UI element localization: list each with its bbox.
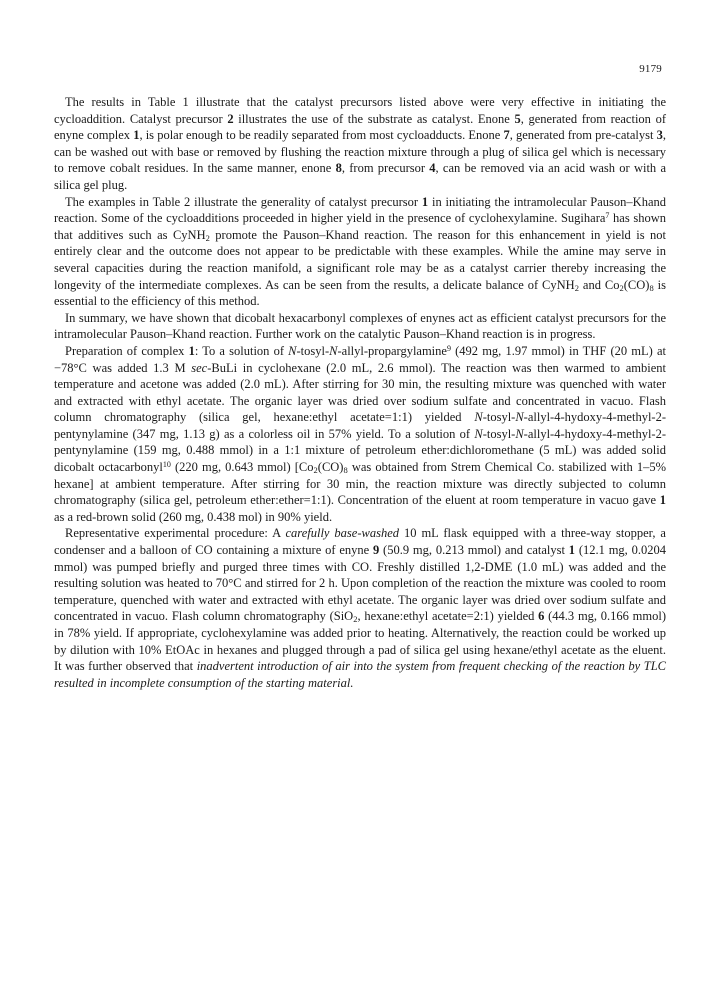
subscript-run: 8: [649, 282, 654, 293]
bold-run: 4: [429, 161, 436, 176]
italic-run: N: [288, 343, 297, 358]
italic-run: N: [515, 410, 524, 425]
paragraph-table1-results: The results in Table 1 illustrate that the catalyst precursors listed above were very effective in initiating the cycloaddition. Catalyst precursor 2 illustrates the use of the substrate as catalyst. Enone 5, generated from reaction of enyne complex 1, is polar enough to be readily separated from most cycloadducts. Enone 7, generated from pre-catalyst 3, can be washed out with base or removed by flushing the reaction mixture through a plug of silica gel which is necessary to remove cobalt residues. In the same manner, enone 8, from precursor 4, can be removed via an acid wash or with a silica gel plug.: [54, 95, 667, 192]
paragraph-summary: In summary, we have shown that dicobalt hexacarbonyl complexes of enynes act as efficient catalyst precursors for the intramolecular Pauson–Khand reaction. Further work on the catalytic Pauson–Khand reaction is in progress.: [54, 310, 666, 342]
italic-run: sec: [191, 360, 208, 375]
italic-run: carefully base-washed: [285, 526, 400, 541]
bold-run: 1: [188, 343, 195, 358]
subscript-run: 2: [353, 614, 358, 625]
bold-run: 8: [335, 161, 342, 176]
subscript-run: 2: [619, 282, 624, 293]
paragraph-complex-preparation: Preparation of complex 1: To a solution of N-tosyl-N-allyl-propargylamine$^9$ (492 mg, 1.97 mmol) in THF (20 mL) at −78°C was added 1.3 M sec-BuLi in cyclohexane (2.0 mL, 2.6 mmol). The reaction was then warmed to ambient temperature and acetone was added (2.0 mL). After stirring for 30 min, the resulting mixture was quenched with water and extracted with ethyl acetate. The organic layer was dried over sodium sulfate and concentrated in vacuo. Flash column chromatography (silica gel, hexane:ethyl acetate=1:1) yielded N-tosyl-N-allyl-4-hydoxy-4-methyl-2-pentynylamine (347 mg, 1.13 g) as a colorless oil in 57% yield. To a solution of N-tosyl-N-allyl-4-hydoxy-4-methyl-2-pentynylamine (159 mg, 0.488 mmol) in a 1:1 mixture of petroleum ether:dichloromethane (5 mL) was added solid dicobalt octacarbonyl$^{10}$ (220 mg, 0.643 mmol) [$Co_2(CO)_8$ was obtained from Strem Chemical Co. stabilized with 1–5% hexane] at ambient temperature. After stirring for 30 min, the reaction mixture was directly subjected to column chromatography (silica gel, petroleum ether:ether=1:1). Concentration of the eluent at room temperature in vacuo gave 1 as a red-brown solid (260 mg, 0.438 mol) in 90% yield.: [54, 343, 666, 524]
italic-run: inadvertent introduction of air into the system from frequent checking of the reaction by TLC resulted in incomplete consumption of the starting material.: [54, 659, 666, 690]
bold-run: 3: [656, 128, 663, 143]
paragraph-experimental-procedure: Representative experimental procedure: A carefully base-washed 10 mL flask equipped with a three-way stopper, a condenser and a balloon of CO containing a mixture of enyne 9 (50.9 mg, 0.213 mmol) and catalyst 1 (12.1 mg, 0.0204 mmol) was pumped briefly and purged three times with CO. Freshly distilled 1,2-DME (1.0 mL) was added and the resulting solution was heated to 70°C and stirred for 2 h. Upon completion of the reaction the mixture was cooled to room temperature, quenched with water and extracted with ethyl acetate. The organic layer was dried over sodium sulfate and concentrated in vacuo. Flash column chromatography (SiO$_2$, hexane:ethyl acetate=2:1) yielded 6 (44.3 mg, 0.166 mmol) in 78% yield. If appropriate, cyclohexylamine was added prior to heating. Alternatively, the reaction could be worked up by dilution with 10% EtOAc in hexanes and plugged through a pad of silica gel using hexane/ethyl acetate as the eluent. It was further observed that inadvertent introduction of air into the system from frequent checking of the reaction by TLC resulted in incomplete consumption of the starting material.: [54, 526, 667, 690]
subscript-run: 2: [313, 465, 318, 476]
bold-run: 9: [372, 543, 380, 558]
italic-run: N: [515, 426, 524, 441]
italic-run: N: [474, 410, 483, 425]
bold-run: 1: [568, 543, 576, 558]
bold-run: 6: [538, 609, 545, 624]
subscript-run: 2: [574, 282, 579, 293]
bold-run: 1: [133, 128, 140, 143]
bold-run: 2: [227, 111, 234, 126]
superscript-run: 9: [446, 343, 451, 353]
subscript-run: 2: [205, 232, 210, 243]
subscript-run: 8: [343, 465, 348, 476]
body-text: [54, 94, 666, 691]
bold-run: 7: [503, 128, 510, 143]
bold-run: 5: [514, 111, 521, 126]
bold-run: 1: [421, 194, 429, 209]
bold-run: 1: [659, 493, 666, 508]
italic-run: N: [474, 426, 483, 441]
superscript-run: 10: [162, 460, 171, 470]
superscript-run: 7: [605, 211, 610, 221]
italic-run: N: [329, 343, 338, 358]
page-number: 9179: [639, 63, 662, 75]
paragraph-table2-examples: The examples in Table 2 illustrate the generality of catalyst precursor 1 in initiating the intramolecular Pauson–Khand reaction. Some of the cycloadditions proceeded in higher yield in the presence of cyclohexylamine. Sugihara$^7$ has shown that additives such as CyNH$_2$ promote the Pauson–Khand reaction. The reason for this enhancement in yield is not entirely clear and the outcome does not appear to be predictable with these examples. While the amine may serve in several capacities during the reaction manifold, a significant role may be as a catalyst carrier thereby increasing the longevity of the intermediate complexes. As can be seen from the results, a delicate balance of CyNH$_2$ and $Co_2(CO)_8$ is essential to the efficiency of this method.: [54, 194, 666, 309]
